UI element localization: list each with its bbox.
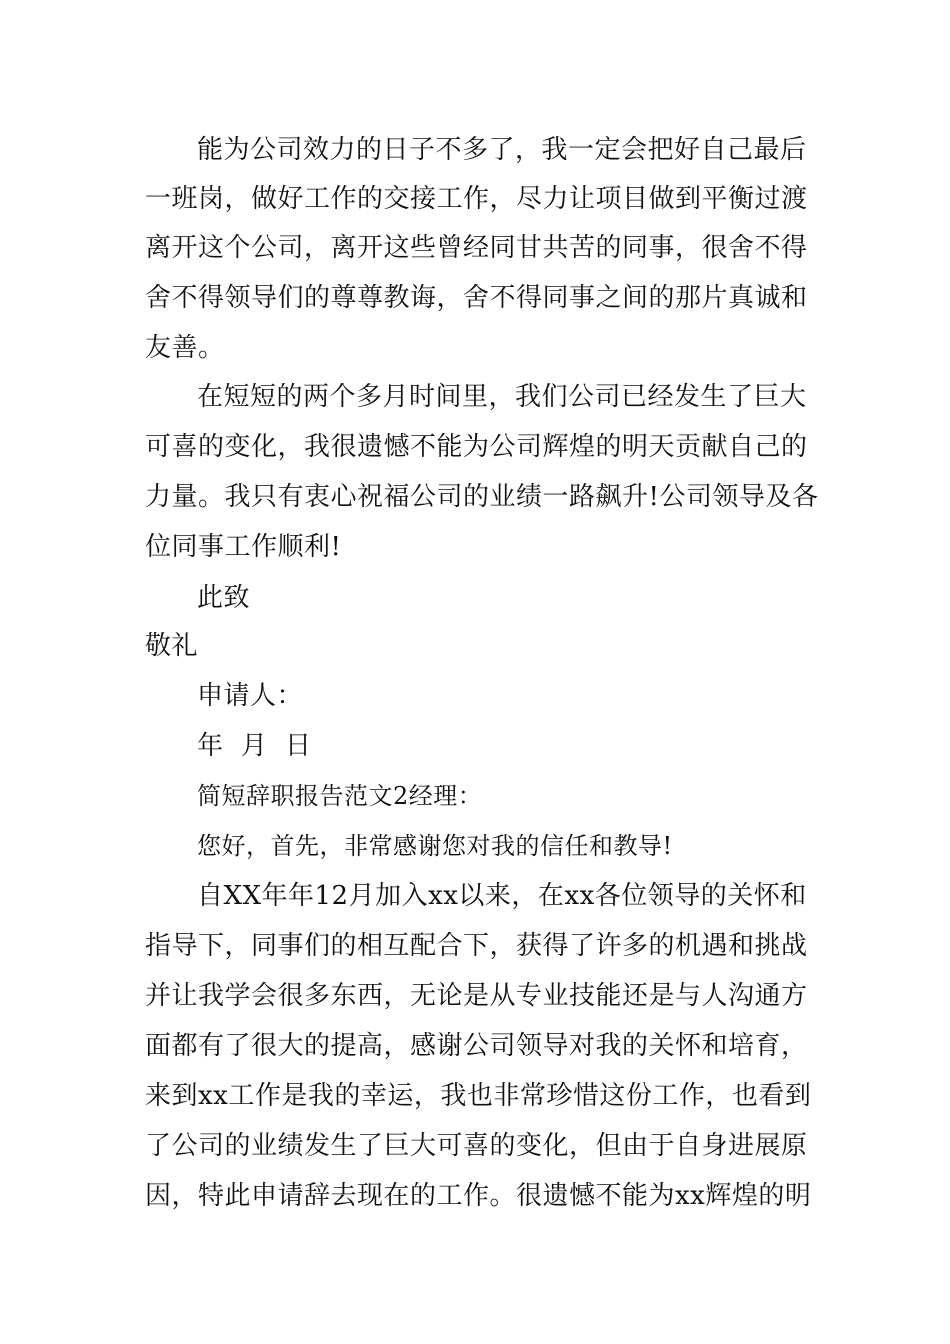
- text-line: 力量。我只有衷心祝福公司的业绩一路飙升!公司领导及各: [145, 482, 819, 512]
- greeting-line: 您好，首先，非常感谢您对我的信任和教导!: [197, 832, 673, 860]
- applicant-line: 申请人：: [197, 681, 304, 711]
- text-line: 可喜的变化，我很遗憾不能为公司辉煌的明天贡献自己的: [145, 432, 808, 462]
- text-line: 了公司的业绩发生了巨大可喜的变化，但由于自身进展原: [145, 1131, 808, 1161]
- text-line: 离开这个公司，离开这些曾经同甘共苦的同事，很舍不得: [145, 233, 808, 263]
- section-heading: 简短辞职报告范文2经理：: [197, 782, 483, 810]
- text-line: 因，特此申请辞去现在的工作。很遗憾不能为xx辉煌的明: [145, 1181, 812, 1211]
- closing-line: 此致: [197, 583, 251, 613]
- text-line: 位同事工作顺利!: [145, 532, 342, 562]
- text-line: 自XX年年12月加入xx以来，在xx各位领导的关怀和: [197, 881, 807, 911]
- text-line: 一班岗，做好工作的交接工作，尽力让项目做到平衡过渡: [145, 184, 808, 214]
- text-line: 来到xx工作是我的幸运，我也非常珍惜这份工作，也看到: [145, 1081, 812, 1111]
- text-line: 友善。: [145, 333, 225, 363]
- text-line: 并让我学会很多东西，无论是从专业技能还是与人沟通方: [145, 981, 808, 1011]
- text-line: 面都有了很大的提高，感谢公司领导对我的关怀和培育，: [145, 1031, 808, 1061]
- text-line: 指导下，同事们的相互配合下，获得了许多的机遇和挑战: [145, 931, 808, 961]
- date-line: 年 月 日: [197, 731, 312, 761]
- text-line: 舍不得领导们的尊尊教诲，舍不得同事之间的那片真诚和: [145, 283, 808, 313]
- salutation-line: 敬礼: [145, 631, 199, 661]
- text-line: 在短短的两个多月时间里，我们公司已经发生了巨大: [197, 382, 807, 412]
- text-line: 能为公司效力的日子不多了，我一定会把好自己最后: [197, 135, 807, 165]
